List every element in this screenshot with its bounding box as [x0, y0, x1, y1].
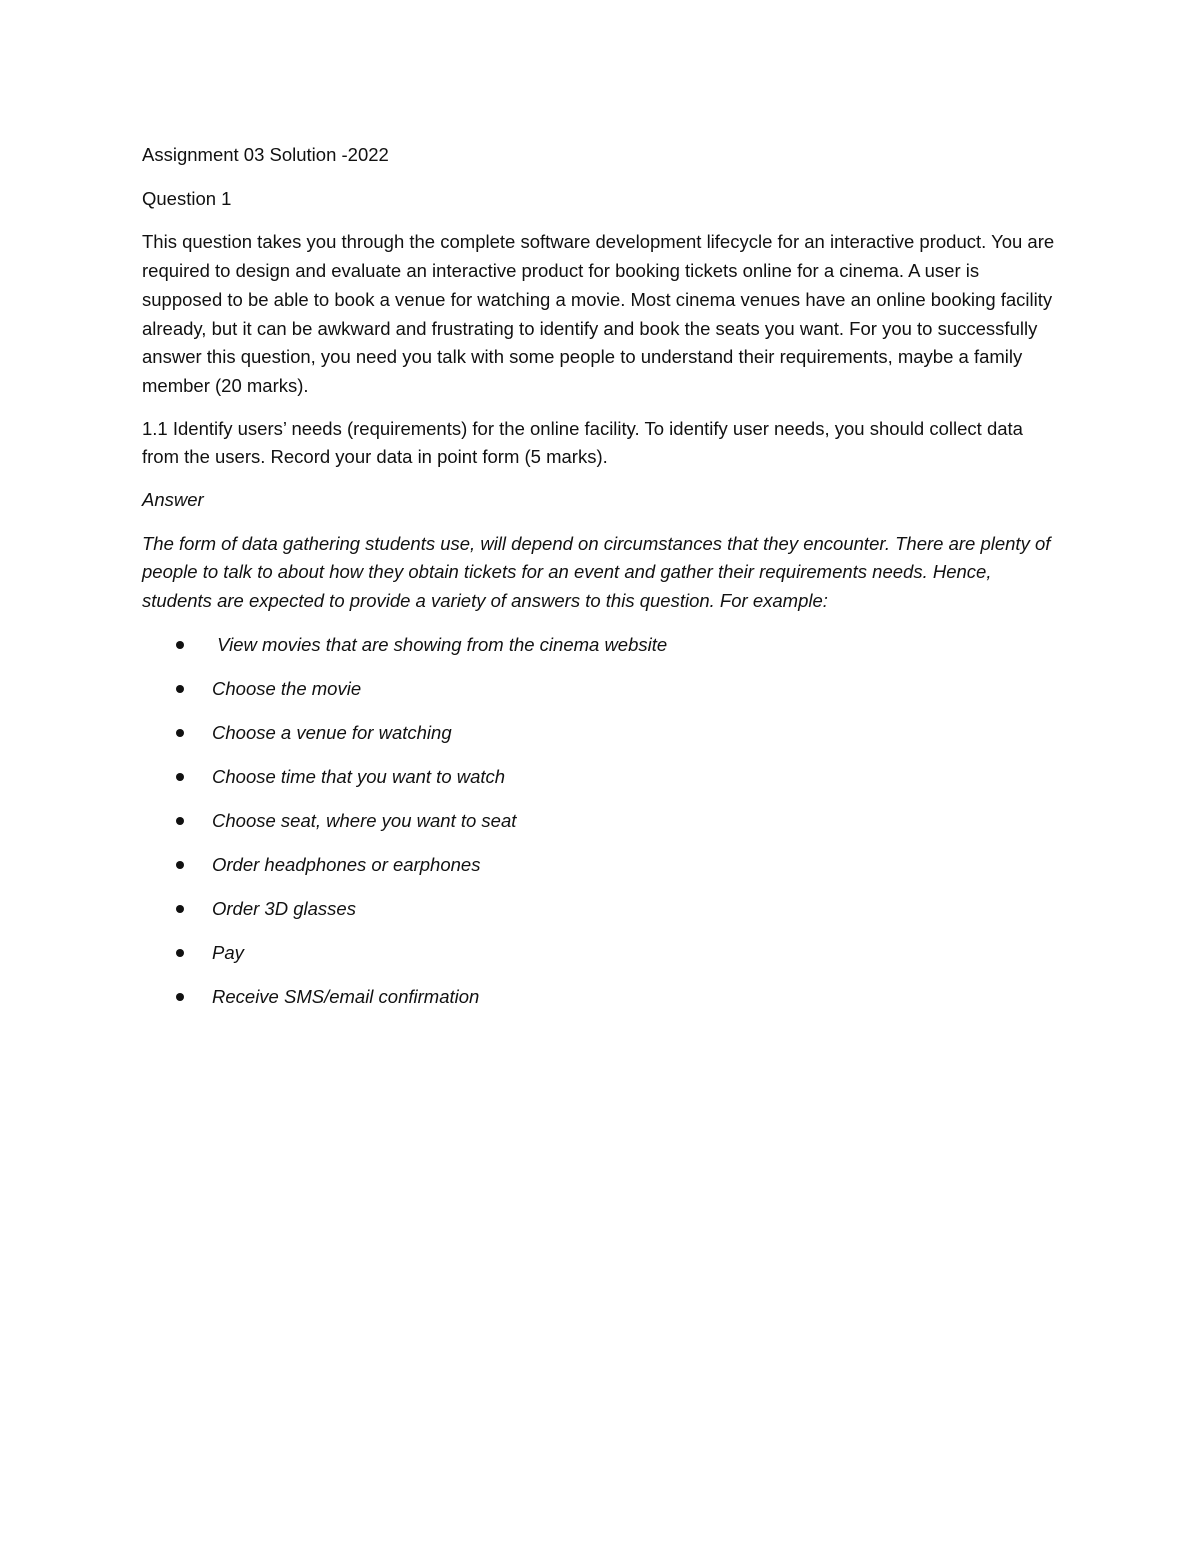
bullet-icon: [176, 685, 184, 693]
list-item: [142, 895, 1062, 924]
list-item-text: Choose seat, where you want to seat: [212, 809, 517, 831]
bullet-icon: [176, 949, 184, 957]
list-item: [142, 983, 1062, 1012]
list-item-text: Order 3D glasses: [212, 897, 356, 919]
bullet-icon: [176, 993, 184, 1001]
list-item: [142, 631, 1062, 660]
list-item: [142, 851, 1062, 880]
list-item-text: Choose a venue for watching: [212, 721, 452, 743]
bullet-icon: [176, 817, 184, 825]
question-heading: Question 1: [142, 187, 232, 209]
bullet-icon: [176, 729, 184, 737]
list-item: [142, 675, 1062, 704]
answer-paragraph: The form of data gathering students use, will depend on circumstances that they encounter. There are plenty of people to talk to about how they obtain tickets for an event and gather their requirements needs. Hence, students are expected to provide a variety of answers to this question. For example:: [142, 532, 1051, 612]
list-item-text: Choose time that you want to watch: [212, 765, 506, 787]
answer-label: Answer: [142, 489, 204, 511]
list-item-text: Pay: [212, 941, 244, 963]
bullet-icon: [176, 905, 184, 913]
document-title: Assignment 03 Solution -2022: [142, 144, 389, 165]
list-item-text: Choose the movie: [212, 677, 362, 699]
bullet-icon: [176, 773, 184, 781]
bullet-icon: [176, 861, 184, 869]
list-item: [142, 939, 1062, 968]
list-item-text: Order headphones or earphones: [212, 853, 481, 875]
intro-paragraph: This question takes you through the complete software development lifecycle for an interactive product. You are required to design and evaluate an interactive product for booking tickets online for a cinema. A user is supposed to be able to book a venue for watching a movie. Most cinema venues have an online booking facility already, but it can be awkward and frustrating to identify and book the seats you want. For you to successfully answer this question, you need you talk with some people to understand their requirements, maybe a family member (20 marks).: [142, 231, 1055, 396]
subquestion-paragraph: 1.1 Identify users’ needs (requirements) for the online facility. To identify user needs, you should collect data from the users. Record your data in point form (5 marks).: [142, 417, 1023, 468]
list-item-text: Receive SMS/email confirmation: [212, 985, 480, 1007]
requirements-list: [142, 631, 1062, 1012]
bullet-icon: [176, 641, 184, 649]
list-item: [142, 807, 1062, 836]
list-item: [142, 719, 1062, 748]
list-item-text: View movies that are showing from the cinema website: [212, 633, 668, 655]
list-item: [142, 763, 1062, 792]
document-body: [142, 141, 1062, 1027]
